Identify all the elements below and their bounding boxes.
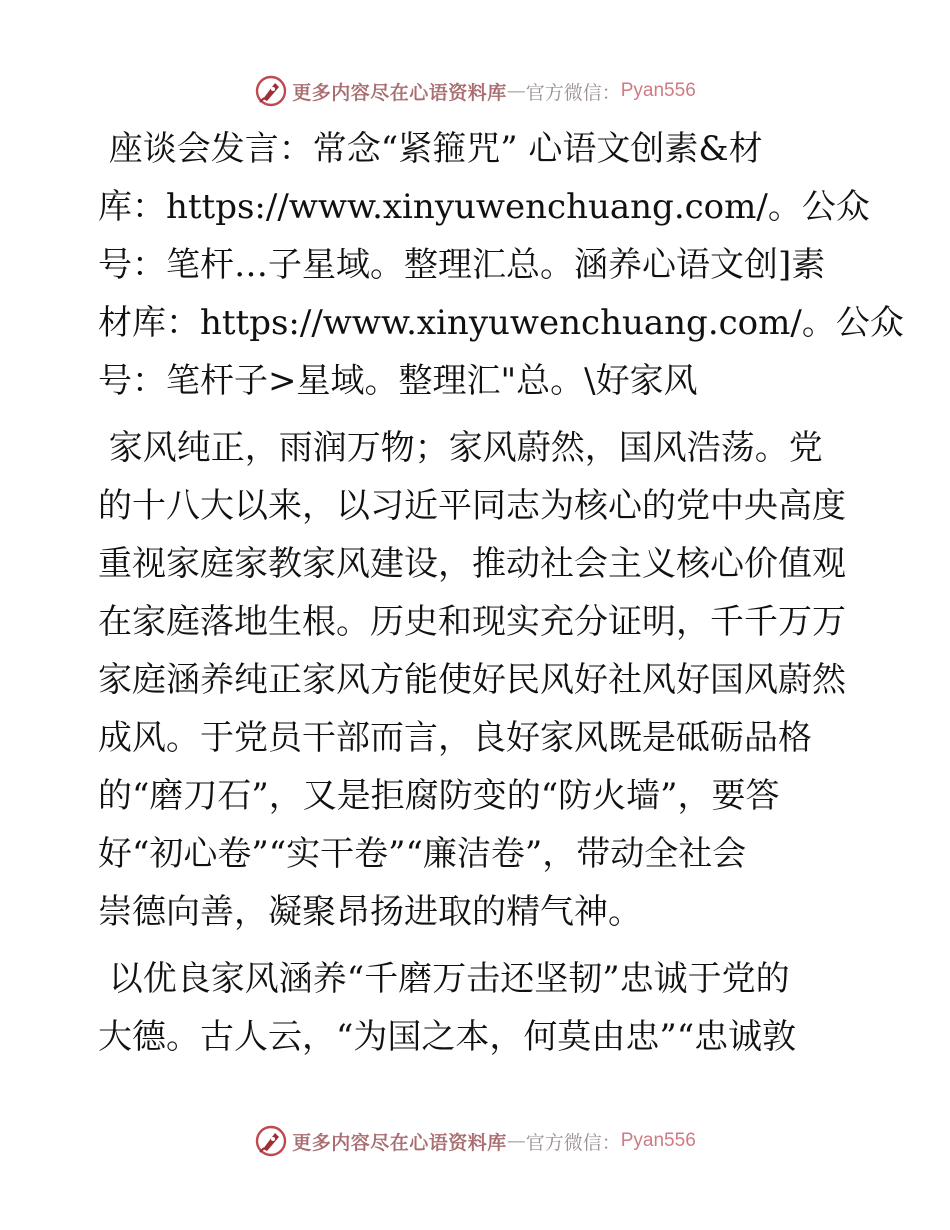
paragraph-title: [98, 120, 904, 410]
text-line: 崇德向善，凝聚昂扬进取的精气神。: [98, 892, 642, 932]
document-body: [98, 120, 904, 1066]
text-line: 重视家庭家教家风建设，推动社会主义核心价值观: [98, 544, 846, 584]
pen-nib-logo-icon: [254, 74, 288, 108]
text-line: 库：https://www.xinyuwenchuang.com/。公众: [98, 187, 870, 227]
text-line: 材库：https://www.xinyuwenchuang.com/。公众: [98, 303, 904, 343]
text-line: 家风纯正，雨润万物；家风蔚然，国风浩荡。党: [98, 428, 823, 468]
text-line: 号：笔杆子>星域。整理汇"总。\好家风: [98, 361, 698, 401]
pen-nib-logo-icon: [254, 1124, 288, 1158]
text-line: 号：笔杆…子星域。整理汇总。涵养心语文创]素: [98, 245, 826, 285]
footer-watermark-banner: [0, 1121, 950, 1161]
banner-label: 官方微信：: [525, 1131, 621, 1154]
text-line: 的十八大以来，以习近平同志为核心的党中央高度: [98, 486, 846, 526]
banner-main-text: 更多内容尽在心语资料库: [292, 81, 507, 104]
banner-separator: —: [506, 80, 526, 102]
banner-main-text: 更多内容尽在心语资料库: [292, 1131, 507, 1154]
header-watermark-banner: [0, 71, 950, 111]
text-line: 以优良家风涵养“千磨万击还坚韧”忠诚于党的: [98, 959, 790, 999]
text-line: 家庭涵养纯正家风方能使好民风好社风好国风蔚然: [98, 660, 846, 700]
text-line: 在家庭落地生根。历史和现实充分证明，千千万万: [98, 602, 846, 642]
text-line: 大德。古人云，“为国之本，何莫由忠”“忠诚敦: [98, 1017, 797, 1057]
banner-handle: Pyan556: [620, 80, 696, 101]
paragraph-loyalty: [98, 950, 858, 1066]
paragraph-intro: [98, 419, 858, 941]
text-line: 成风。于党员干部而言，良好家风既是砥砺品格: [98, 718, 812, 758]
banner-handle: Pyan556: [620, 1130, 696, 1151]
text-line: 的“磨刀石”，又是拒腐防变的“防火墙”，要答: [98, 776, 780, 816]
banner-label: 官方微信：: [525, 81, 621, 104]
text-line: 好“初心卷”“实干卷”“廉洁卷”，带动全社会: [98, 834, 747, 874]
banner-separator: —: [506, 1130, 526, 1152]
text-line: 座谈会发言：常念“紧箍咒” 心语文创素&材: [98, 129, 763, 169]
